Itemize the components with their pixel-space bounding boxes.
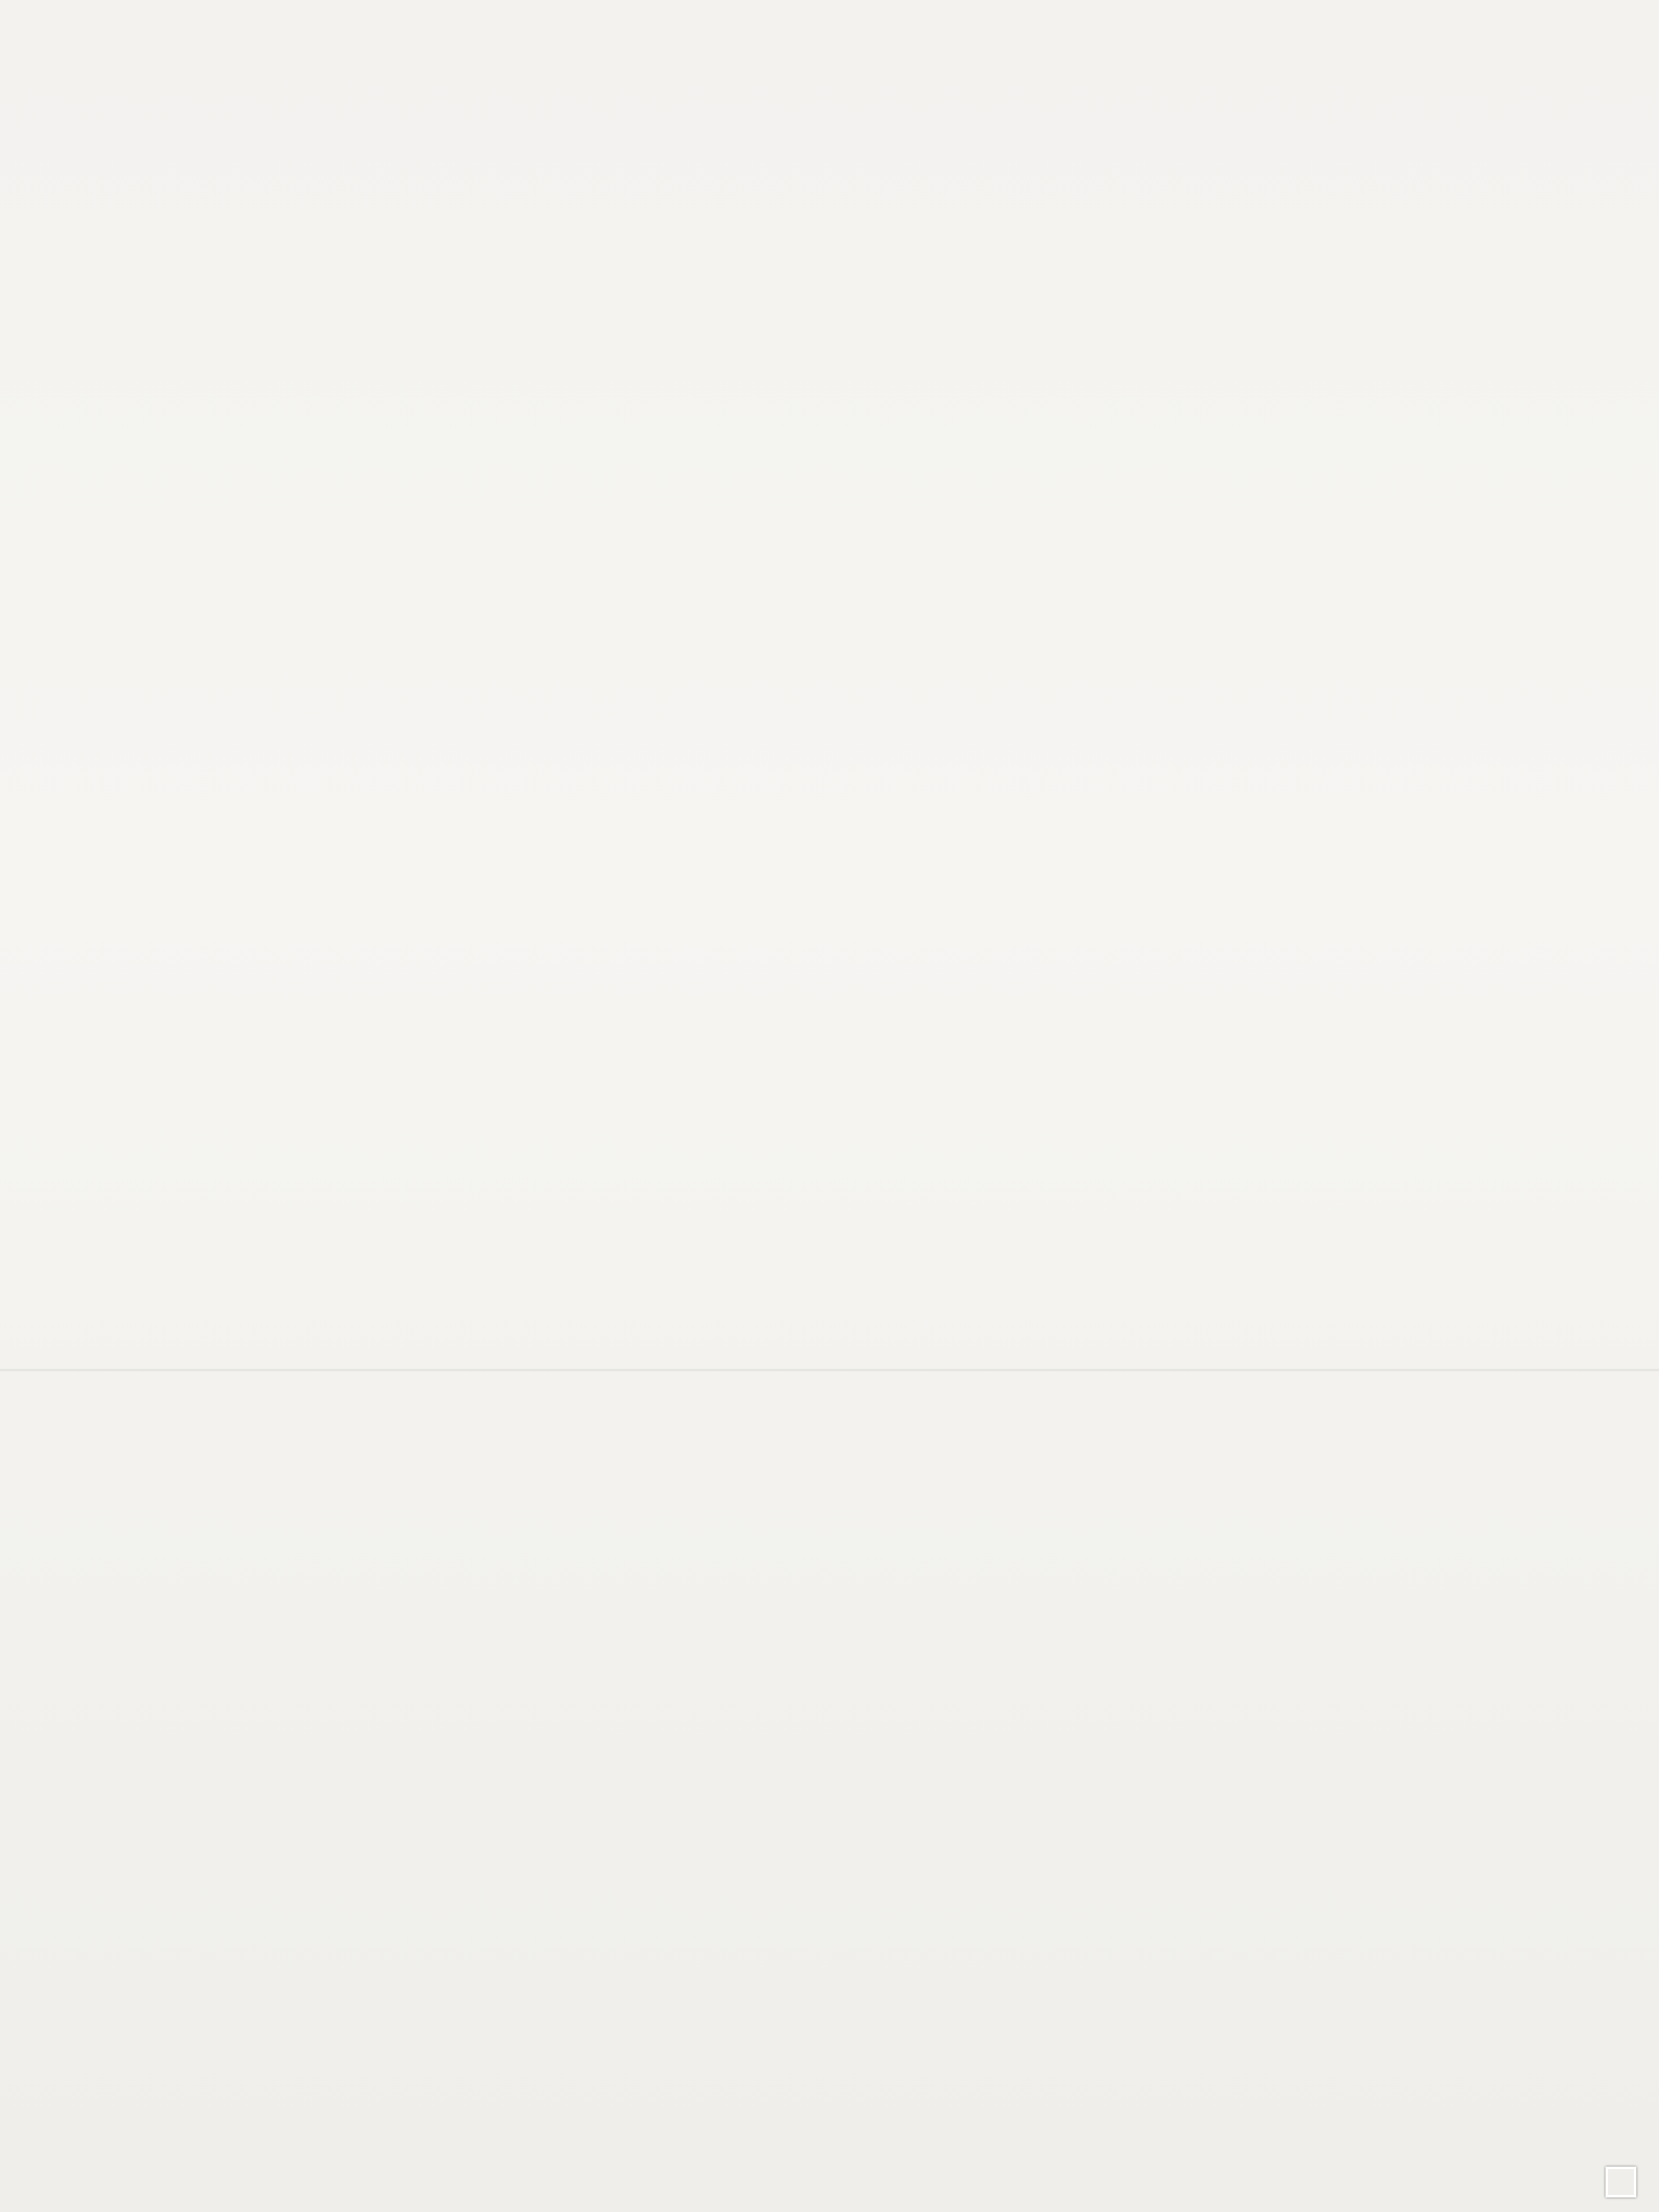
paper-fold <box>0 1369 1659 1371</box>
watermark <box>1606 2167 1641 2197</box>
logo-icon <box>1606 2167 1636 2197</box>
